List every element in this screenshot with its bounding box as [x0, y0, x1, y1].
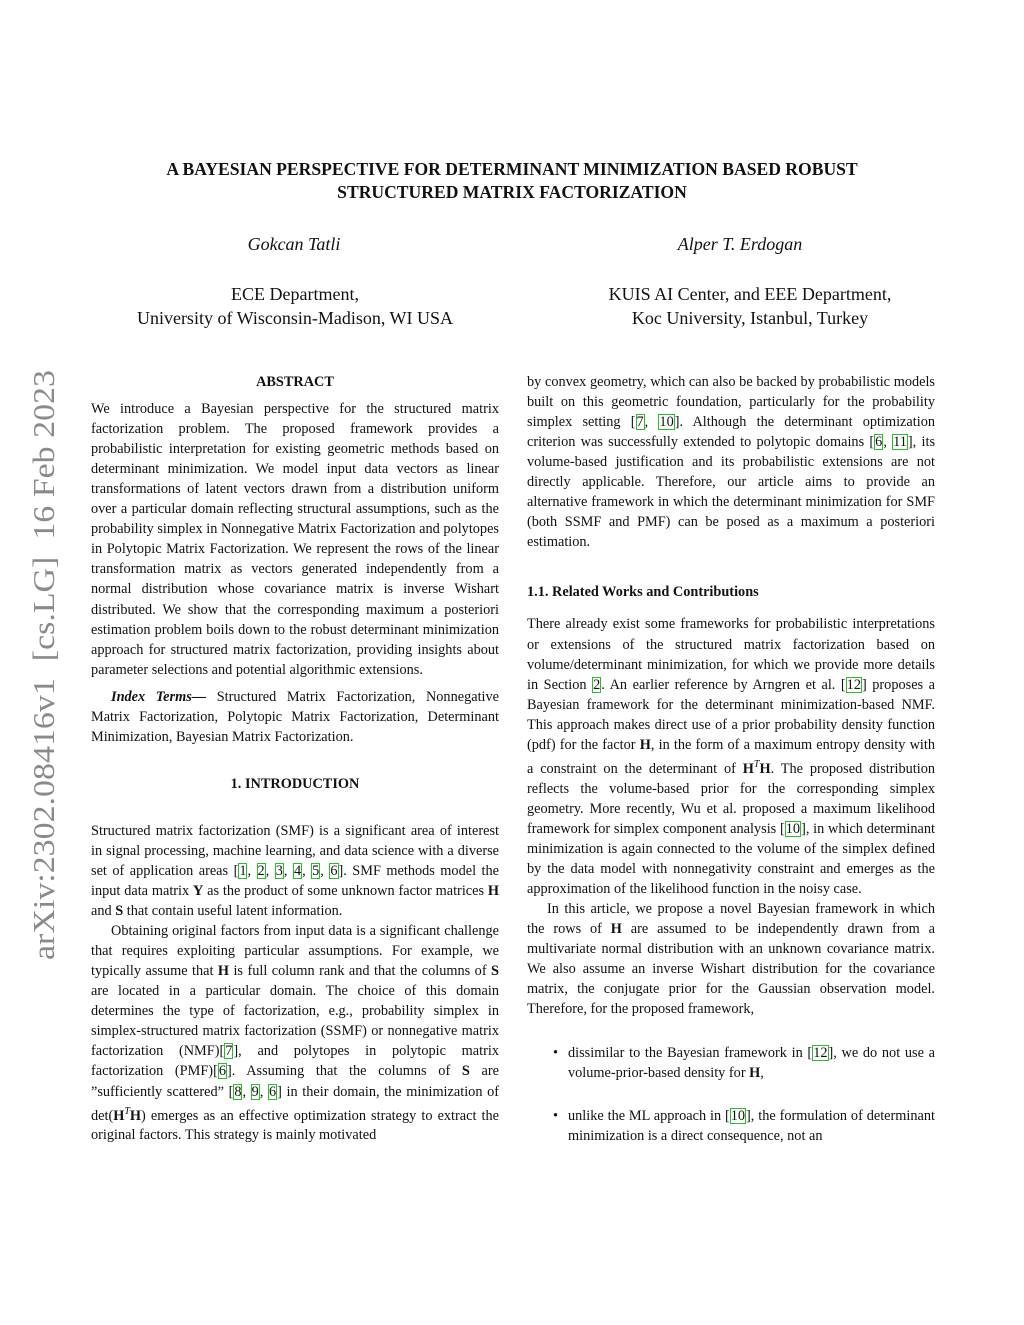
- right-column: [527, 372, 935, 1146]
- author-1-name: Gokcan Tatli: [247, 234, 341, 254]
- intro-paragraph-1: [91, 821, 499, 921]
- text-run: ]: [338, 862, 344, 879]
- citation-link[interactable]: 4: [293, 862, 302, 879]
- math-symbol: H: [610, 920, 622, 937]
- math-superscript: T: [124, 1105, 130, 1117]
- math-symbol: H: [129, 1107, 142, 1124]
- text-run: [: [233, 862, 239, 879]
- citation-link[interactable]: 8: [234, 1083, 242, 1100]
- affiliation-line: University of Wisconsin-Madison, WI USA: [136, 308, 454, 328]
- citation-link[interactable]: 12: [846, 676, 861, 693]
- text-run: . An earlier reference by Arngren et al. [: [601, 676, 846, 693]
- text-run: ,: [247, 862, 257, 879]
- text-run: ], the formulation of determinant minimization is a direct consequence, not an: [568, 1108, 935, 1145]
- citation-link[interactable]: 5: [312, 862, 320, 879]
- citation-link[interactable]: 9: [251, 1083, 259, 1100]
- text-run: and: [91, 903, 116, 920]
- intro-paragraph-2: Obtaining original factors from input data is a significant challenge that requires exploiting particular assumptions. For example, we typically assume that H is full column rank and that the columns of S are located in a particular domain. The choice of this domain determines the type of factorization, e.g., probability simplex in simplex-structured matrix factorization (SSMF) or nonnegative matrix factorization (NMF)[7], and polytopes in polytopic matrix factorization (PMF)[6]. Assuming that the columns of S are ”sufficiently scattered” [8, 9, 6] in their domain, the minimization of $\det(H^TH)$ emerges as an effective optimization strategy to extract the original factors. This strategy is mainly motivated: [91, 923, 499, 1144]
- citation-link[interactable]: 6: [218, 1063, 226, 1080]
- introduction-heading: 1. INTRODUCTION: [230, 775, 360, 792]
- left-column: [91, 372, 499, 1145]
- affiliation-line: Koc University, Istanbul, Turkey: [631, 308, 869, 328]
- abstract-heading: ABSTRACT: [256, 374, 334, 390]
- text-run: ,: [283, 862, 293, 879]
- text-run: There already exist some frameworks for probabilistic interpretations or extensions of the structured matrix factorization based on volume/determinant minimization, for which we provide more details in Section: [527, 616, 935, 693]
- citation-link[interactable]: 12: [813, 1045, 828, 1062]
- text-run: are located in a particular domain. The choice of this domain determines the type of factorization, e.g., probability simplex in simplex-structured matrix factorization (SSMF) or nonnegative matrix factorization (NMF): [91, 983, 499, 1060]
- math-symbol: H: [759, 760, 771, 777]
- math-symbol: S: [115, 903, 124, 920]
- section-link[interactable]: 2: [593, 676, 601, 693]
- citation-link[interactable]: 2: [257, 862, 265, 879]
- math-symbol: H: [742, 760, 754, 777]
- text-run: ], in which determinant minimization is again connected to the volume of the simplex defined by the data model with nonnegativity constraint and emerges as the approximation of the likelihood function in the noisy case.: [527, 820, 935, 897]
- affiliation-line: ECE Department,: [231, 284, 359, 304]
- text-run: Structured matrix factorization (SMF) is a significant area of interest in signal processing, machine learning, and data science with a diverse set of application areas: [91, 822, 499, 879]
- text-run: , and polytopes in polytopic matrix factorization (PMF): [91, 1043, 499, 1080]
- index-terms-text: Structured Matrix Factorization, Nonnegative Matrix Factorization, Polytopic Matrix Factorization, Determinant Minimization, Bayesian Matrix Factorization.: [91, 688, 500, 745]
- math-symbol: S: [461, 1063, 470, 1080]
- author-2-affiliation: [530, 282, 970, 330]
- text-run: ,: [265, 862, 275, 879]
- text-run: that contain useful latent information.: [123, 903, 343, 920]
- author-2-name: Alper T. Erdogan: [677, 234, 803, 254]
- text-run: . Assuming that the columns of: [231, 1063, 462, 1080]
- text-run: ], its volume-based justification and its probabilistic extensions are not directly applicable. Therefore, our article aims to provide an alternative framework in which the determinant minimization for SMF (both SSMF and PMF) can be posed as a maximum a posteriori estimation.: [527, 434, 936, 551]
- text-run: ,: [320, 862, 330, 879]
- text-run: in their domain, the minimization of: [281, 1083, 499, 1100]
- text-run: In this article, we propose a novel Bayesian framework in which the rows of: [527, 900, 935, 937]
- text-run: are ”sufficiently scattered”: [91, 1063, 499, 1100]
- title-line-2: STRUCTURED MATRIX FACTORIZATION: [337, 182, 687, 202]
- list-item: [527, 1106, 935, 1146]
- text-run: , in the form of a maximum entropy density with a constraint on the determinant of: [527, 736, 935, 777]
- related-works-paragraph: [527, 614, 935, 898]
- citation-link[interactable]: 10: [730, 1108, 746, 1125]
- text-run: by convex geometry, which can also be backed by probabilistic models built on this geometric foundation, particularly for the probability simplex setting [: [527, 374, 935, 431]
- text-run: ,: [760, 1065, 764, 1082]
- text-run: ] proposes a Bayesian framework for the determinant minimization-based NMF. This approach makes direct use of a prior probability density function (pdf) for the factor: [527, 676, 935, 753]
- right-paragraph-1: by convex geometry, which can also be backed by probabilistic models built on this geometric foundation, particularly for the probability simplex setting [7, 10]. Although the determinant optimization criterion was successfully extended to polytopic domains [6, 11], its volume-based justification and its probabilistic extensions are not directly applicable. Therefore, our article aims to provide an alternative framework in which the determinant minimization for SMF (both SSMF and PMF) can be posed as a maximum a posteriori estimation.: [527, 374, 936, 551]
- math-symbol: H: [639, 736, 651, 753]
- citation-link[interactable]: 10: [785, 820, 801, 837]
- contribution-list: [527, 1043, 935, 1146]
- citation-link[interactable]: 7: [636, 414, 644, 431]
- related-works-heading: 1.1. Related Works and Contributions: [527, 584, 759, 601]
- title-line-1: A BAYESIAN PERSPECTIVE FOR DETERMINANT MINIMIZATION BASED ROBUST: [166, 159, 858, 179]
- affiliation-line: KUIS AI Center, and EEE Department,: [608, 284, 892, 304]
- paper-title: [60, 158, 964, 204]
- citation-link[interactable]: 10: [659, 414, 674, 431]
- author-1-affiliation: [75, 282, 515, 330]
- text-run: unlike the ML approach in [: [568, 1108, 730, 1125]
- arxiv-identifier-stamp: [18, 355, 66, 975]
- text-run: dissimilar to the Bayesian framework in [: [568, 1045, 813, 1062]
- text-run: ,: [302, 862, 312, 879]
- list-item: [527, 1043, 935, 1083]
- math-operator: ): [141, 1107, 146, 1124]
- index-terms-label: Index Terms—: [111, 688, 207, 705]
- text-run: . The proposed distribution reflects the volume-based prior for the corresponding simplex geometry. More recently, Wu et al. proposed a maximum likelihood framework for simplex component analysis [: [527, 760, 936, 837]
- text-run: ]. Although the determinant optimization criterion was successfully extended to polytopic domains [: [527, 414, 935, 451]
- math-operator: det(: [91, 1107, 114, 1124]
- arxiv-id-text: arXiv:2302.08416v1 [cs.LG] 16 Feb 2023: [26, 421, 61, 960]
- text-run: is full column rank and that the columns of: [229, 963, 492, 980]
- math-symbol: H: [217, 963, 230, 980]
- math-symbol: H: [113, 1107, 125, 1124]
- citation-link[interactable]: 3: [275, 862, 283, 879]
- bullet-icon: •: [553, 1045, 559, 1062]
- citation-link[interactable]: 6: [330, 862, 338, 879]
- text-run: emerges as an effective optimization strategy to extract the original factors. This strategy is mainly motivated: [91, 1107, 499, 1144]
- text-run: ], we do not use a volume-prior-based density for: [568, 1045, 935, 1082]
- math-symbol: H: [749, 1065, 761, 1082]
- math-symbol: S: [491, 963, 499, 980]
- citation-link[interactable]: 11: [893, 434, 907, 451]
- citation-link[interactable]: 6: [875, 434, 883, 451]
- math-superscript: T: [753, 758, 760, 770]
- proposal-paragraph: [527, 899, 935, 1019]
- abstract-text: We introduce a Bayesian perspective for the structured matrix factorization problem. The proposed framework provides a probabilistic interpretation for existing geometric methods based on determinant minimization. We model input data vectors as linear transformations of latent vectors drawn from a distribution uniform over a particular domain reflecting structural assumptions, such as the probability simplex in Nonnegative Matrix Factorization and polytopes in Polytopic Matrix Factorization. We represent the rows of the linear transformation matrix as vectors generated independently from a normal distribution whose covariance matrix is inverse Wishart distributed. We show that the corresponding maximum a posteriori estimation problem boils down to the robust determinant minimization approach for structured matrix factorization, providing insights about parameter selections and potential algorithmic extensions.: [91, 401, 499, 678]
- math-symbol: H: [487, 883, 499, 900]
- text-run: ,: [644, 414, 659, 431]
- text-run: . SMF methods model the input data matrix: [91, 862, 499, 900]
- math-symbol: Y: [193, 883, 204, 900]
- citation-link[interactable]: 7: [225, 1043, 233, 1060]
- citation-link[interactable]: 6: [269, 1083, 277, 1100]
- index-terms: [91, 687, 499, 747]
- text-run: as the product of some unknown factor matrices: [203, 883, 488, 900]
- text-run: are assumed to be independently drawn from a multivariate normal distribution with an unknown covariance matrix. We also assume an inverse Wishart distribution for the covariance matrix, the conjugate prior for the Gaussian observation model. Therefore, for the proposed framework,: [527, 920, 935, 1018]
- bullet-icon: •: [553, 1108, 559, 1125]
- citation-link[interactable]: 1: [239, 862, 247, 879]
- text-run: Obtaining original factors from input data is a significant challenge that requires exploiting particular assumptions. For example, we typically assume that: [91, 923, 499, 980]
